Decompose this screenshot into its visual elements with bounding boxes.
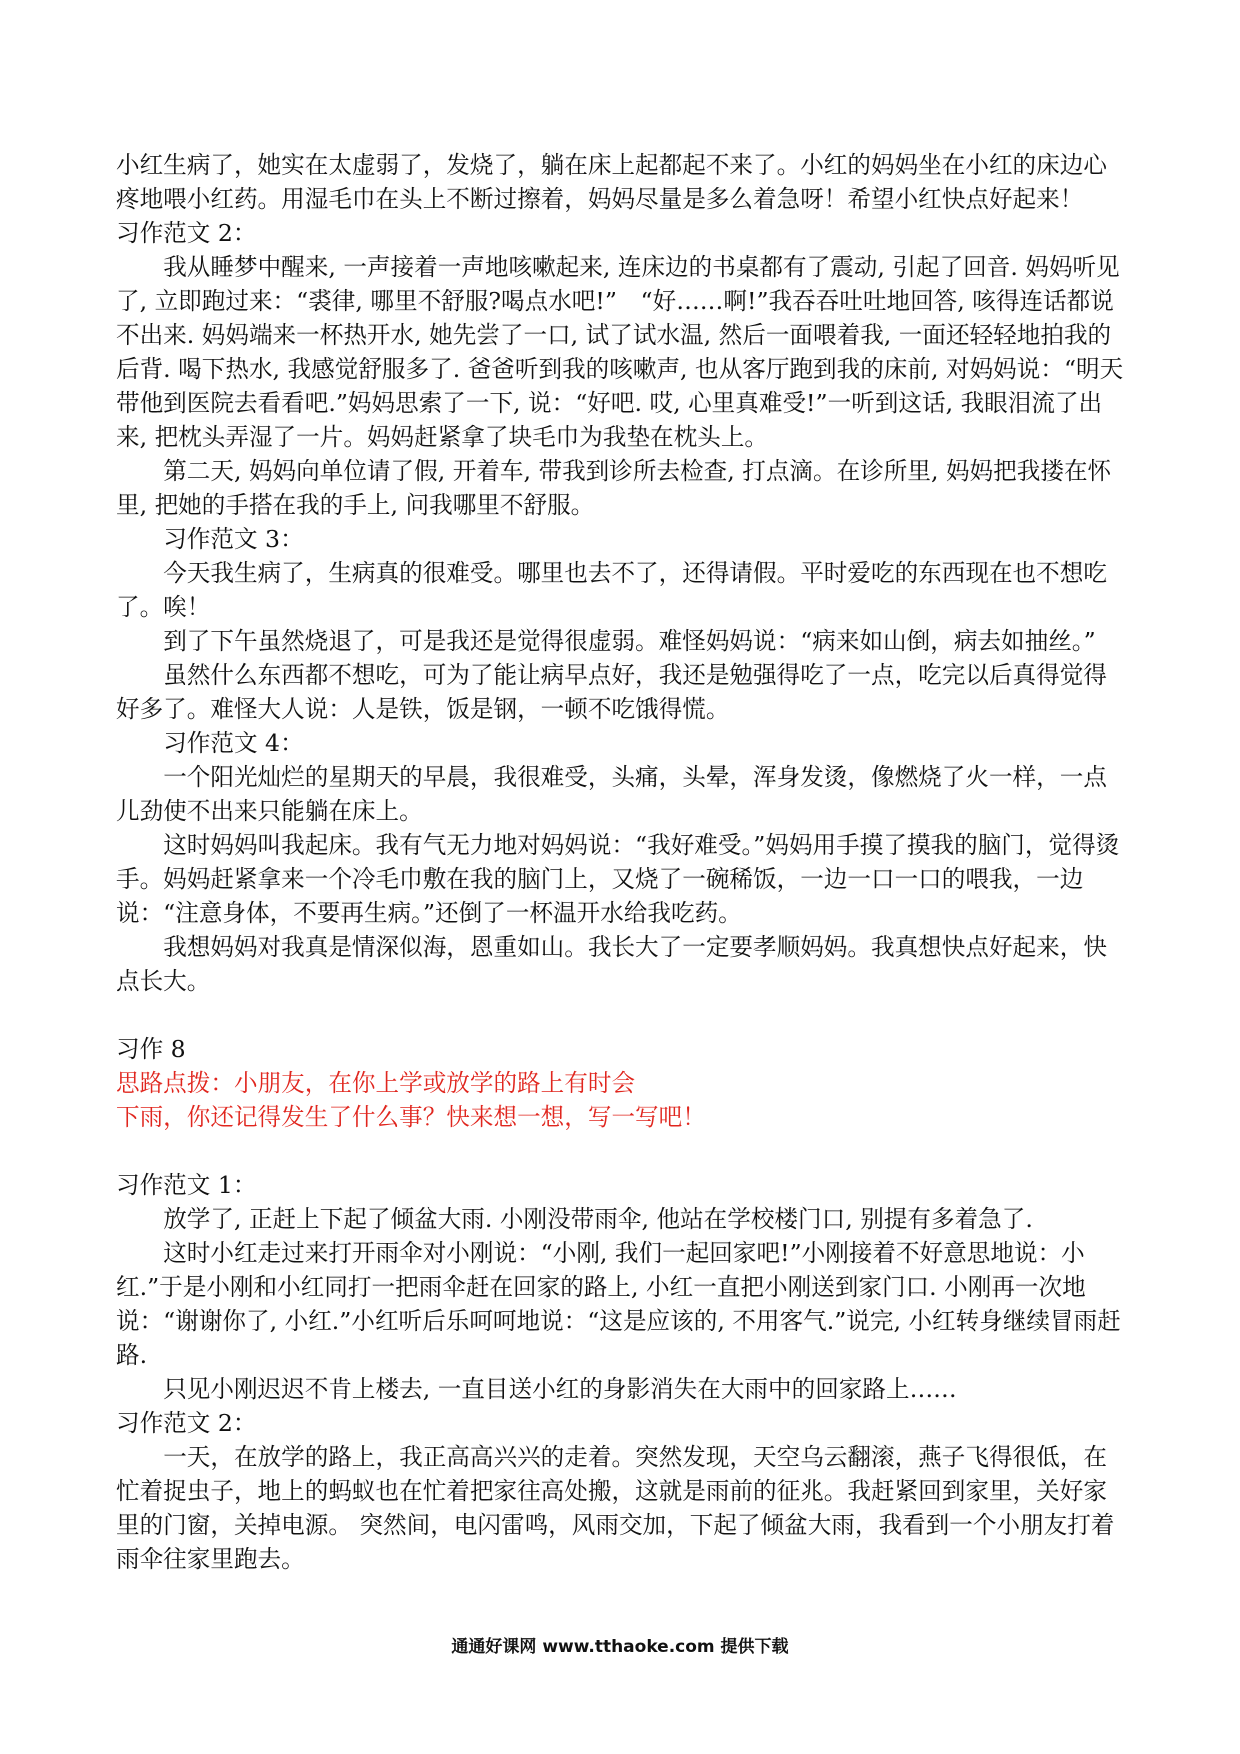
section-heading: 习作 8 xyxy=(116,1035,186,1063)
paragraph: 虽然什么东西都不想吃，可为了能让病早点好，我还是勉强得吃了一点，吃完以后真得觉得好多了。难怪大人说：人是铁，饭是钢，一顿不吃饿得慌。 xyxy=(116,661,1107,723)
paragraph: 到了下午虽然烧退了，可是我还是觉得很虚弱。难怪妈妈说：“病来如山倒，病去如抽丝。” xyxy=(163,627,1096,655)
paragraph: 第二天, 妈妈向单位请了假, 开着车, 带我到诊所去检查, 打点滴。在诊所里, 妈妈把我搂在怀里, 把她的手搭在我的手上, 问我哪里不舒服。 xyxy=(116,457,1112,519)
paragraph: 一天，在放学的路上，我正高高兴兴的走着。突然发现，天空乌云翻滚，燕子飞得很低，在忙着捉虫子，地上的蚂蚁也在忙着把家往高处搬，这就是雨前的征兆。我赶紧回到家里，关好家里的门窗，关掉电源。 突然间，电闪雷鸣，风雨交加，下起了倾盆大雨，我看到一个小朋友打着雨伞往家里跑去。 xyxy=(116,1443,1115,1573)
paragraph: 我从睡梦中醒来, 一声接着一声地咳嗽起来, 连床边的书桌都有了震动, 引起了回音. 妈妈听见了, 立即跑过来：“裘律, 哪里不舒服?喝点水吧!” “好……啊!”我吞吞吐吐地回答, 咳得连话都说不出来. 妈妈端来一杯热开水, 她先尝了一口, 试了试水温, 然后一面喂着我, 一面还轻轻地拍我的后背. 喝下热水, 我感觉舒服多了. 爸爸听到我的咳嗽声, 也从客厅跑到我的床前, 对妈妈说：“明天带他到医院去看看吧.”妈妈思索了一下, 说：“好吧. 哎, 心里真难受!”一听到这话, 我眼泪流了出来, 把枕头弄湿了一片。妈妈赶紧拿了块毛巾为我垫在枕头上。 xyxy=(116,253,1124,451)
paragraph: 放学了, 正赶上下起了倾盆大雨. 小刚没带雨伞, 他站在学校楼门口, 别提有多着急了. xyxy=(163,1205,1033,1233)
section-heading: 习作范文 4： xyxy=(163,729,304,757)
paragraph: 小红生病了，她实在太虚弱了，发烧了，躺在床上起都起不来了。小红的妈妈坐在小红的床边心疼地喂小红药。用湿毛巾在头上不断过擦着，妈妈尽量是多么着急呀！希望小红快点好起来！ xyxy=(116,151,1107,213)
section-heading: 习作范文 1： xyxy=(116,1171,257,1199)
paragraph: 今天我生病了，生病真的很难受。哪里也去不了，还得请假。平时爱吃的东西现在也不想吃了。唉！ xyxy=(116,559,1107,621)
prompt-hint: 下雨，你还记得发生了什么事？快来想一想，写一写吧！ xyxy=(116,1103,706,1131)
paragraph: 这时妈妈叫我起床。我有气无力地对妈妈说：“我好难受。”妈妈用手摸了摸我的脑门，觉得烫手。妈妈赶紧拿来一个冷毛巾敷在我的脑门上，又烧了一碗稀饭，一边一口一口的喂我，一边说：“注意身体，不要再生病。”还倒了一杯温开水给我吃药。 xyxy=(116,831,1120,927)
blank-line xyxy=(116,1134,1126,1168)
paragraph: 只见小刚迟迟不肯上楼去, 一直目送小红的身影消失在大雨中的回家路上…… xyxy=(163,1375,957,1403)
footer-credit: 通通好课网 www.tthaoke.com 提供下载 xyxy=(451,1637,789,1657)
section-heading: 习作范文 2： xyxy=(116,219,257,247)
blank-line xyxy=(116,998,1126,1032)
paragraph: 一个阳光灿烂的星期天的早晨，我很难受，头痛，头晕，浑身发烫，像燃烧了火一样，一点儿劲使不出来只能躺在床上。 xyxy=(116,763,1107,825)
section-heading: 习作范文 3： xyxy=(163,525,304,553)
document-body xyxy=(116,148,1126,1576)
prompt-hint: 思路点拨：小朋友，在你上学或放学的路上有时会 xyxy=(116,1069,636,1097)
section-heading: 习作范文 2： xyxy=(116,1409,257,1437)
paragraph: 我想妈妈对我真是情深似海，恩重如山。我长大了一定要孝顺妈妈。我真想快点好起来，快点长大。 xyxy=(116,933,1107,995)
paragraph: 这时小红走过来打开雨伞对小刚说：“小刚, 我们一起回家吧!”小刚接着不好意思地说：小红.”于是小刚和小红同打一把雨伞赶在回家的路上, 小红一直把小刚送到家门口. 小刚再一次地说：“谢谢你了, 小红.”小红听后乐呵呵地说：“这是应该的, 不用客气.”说完, 小红转身继续冒雨赶路. xyxy=(116,1239,1121,1369)
